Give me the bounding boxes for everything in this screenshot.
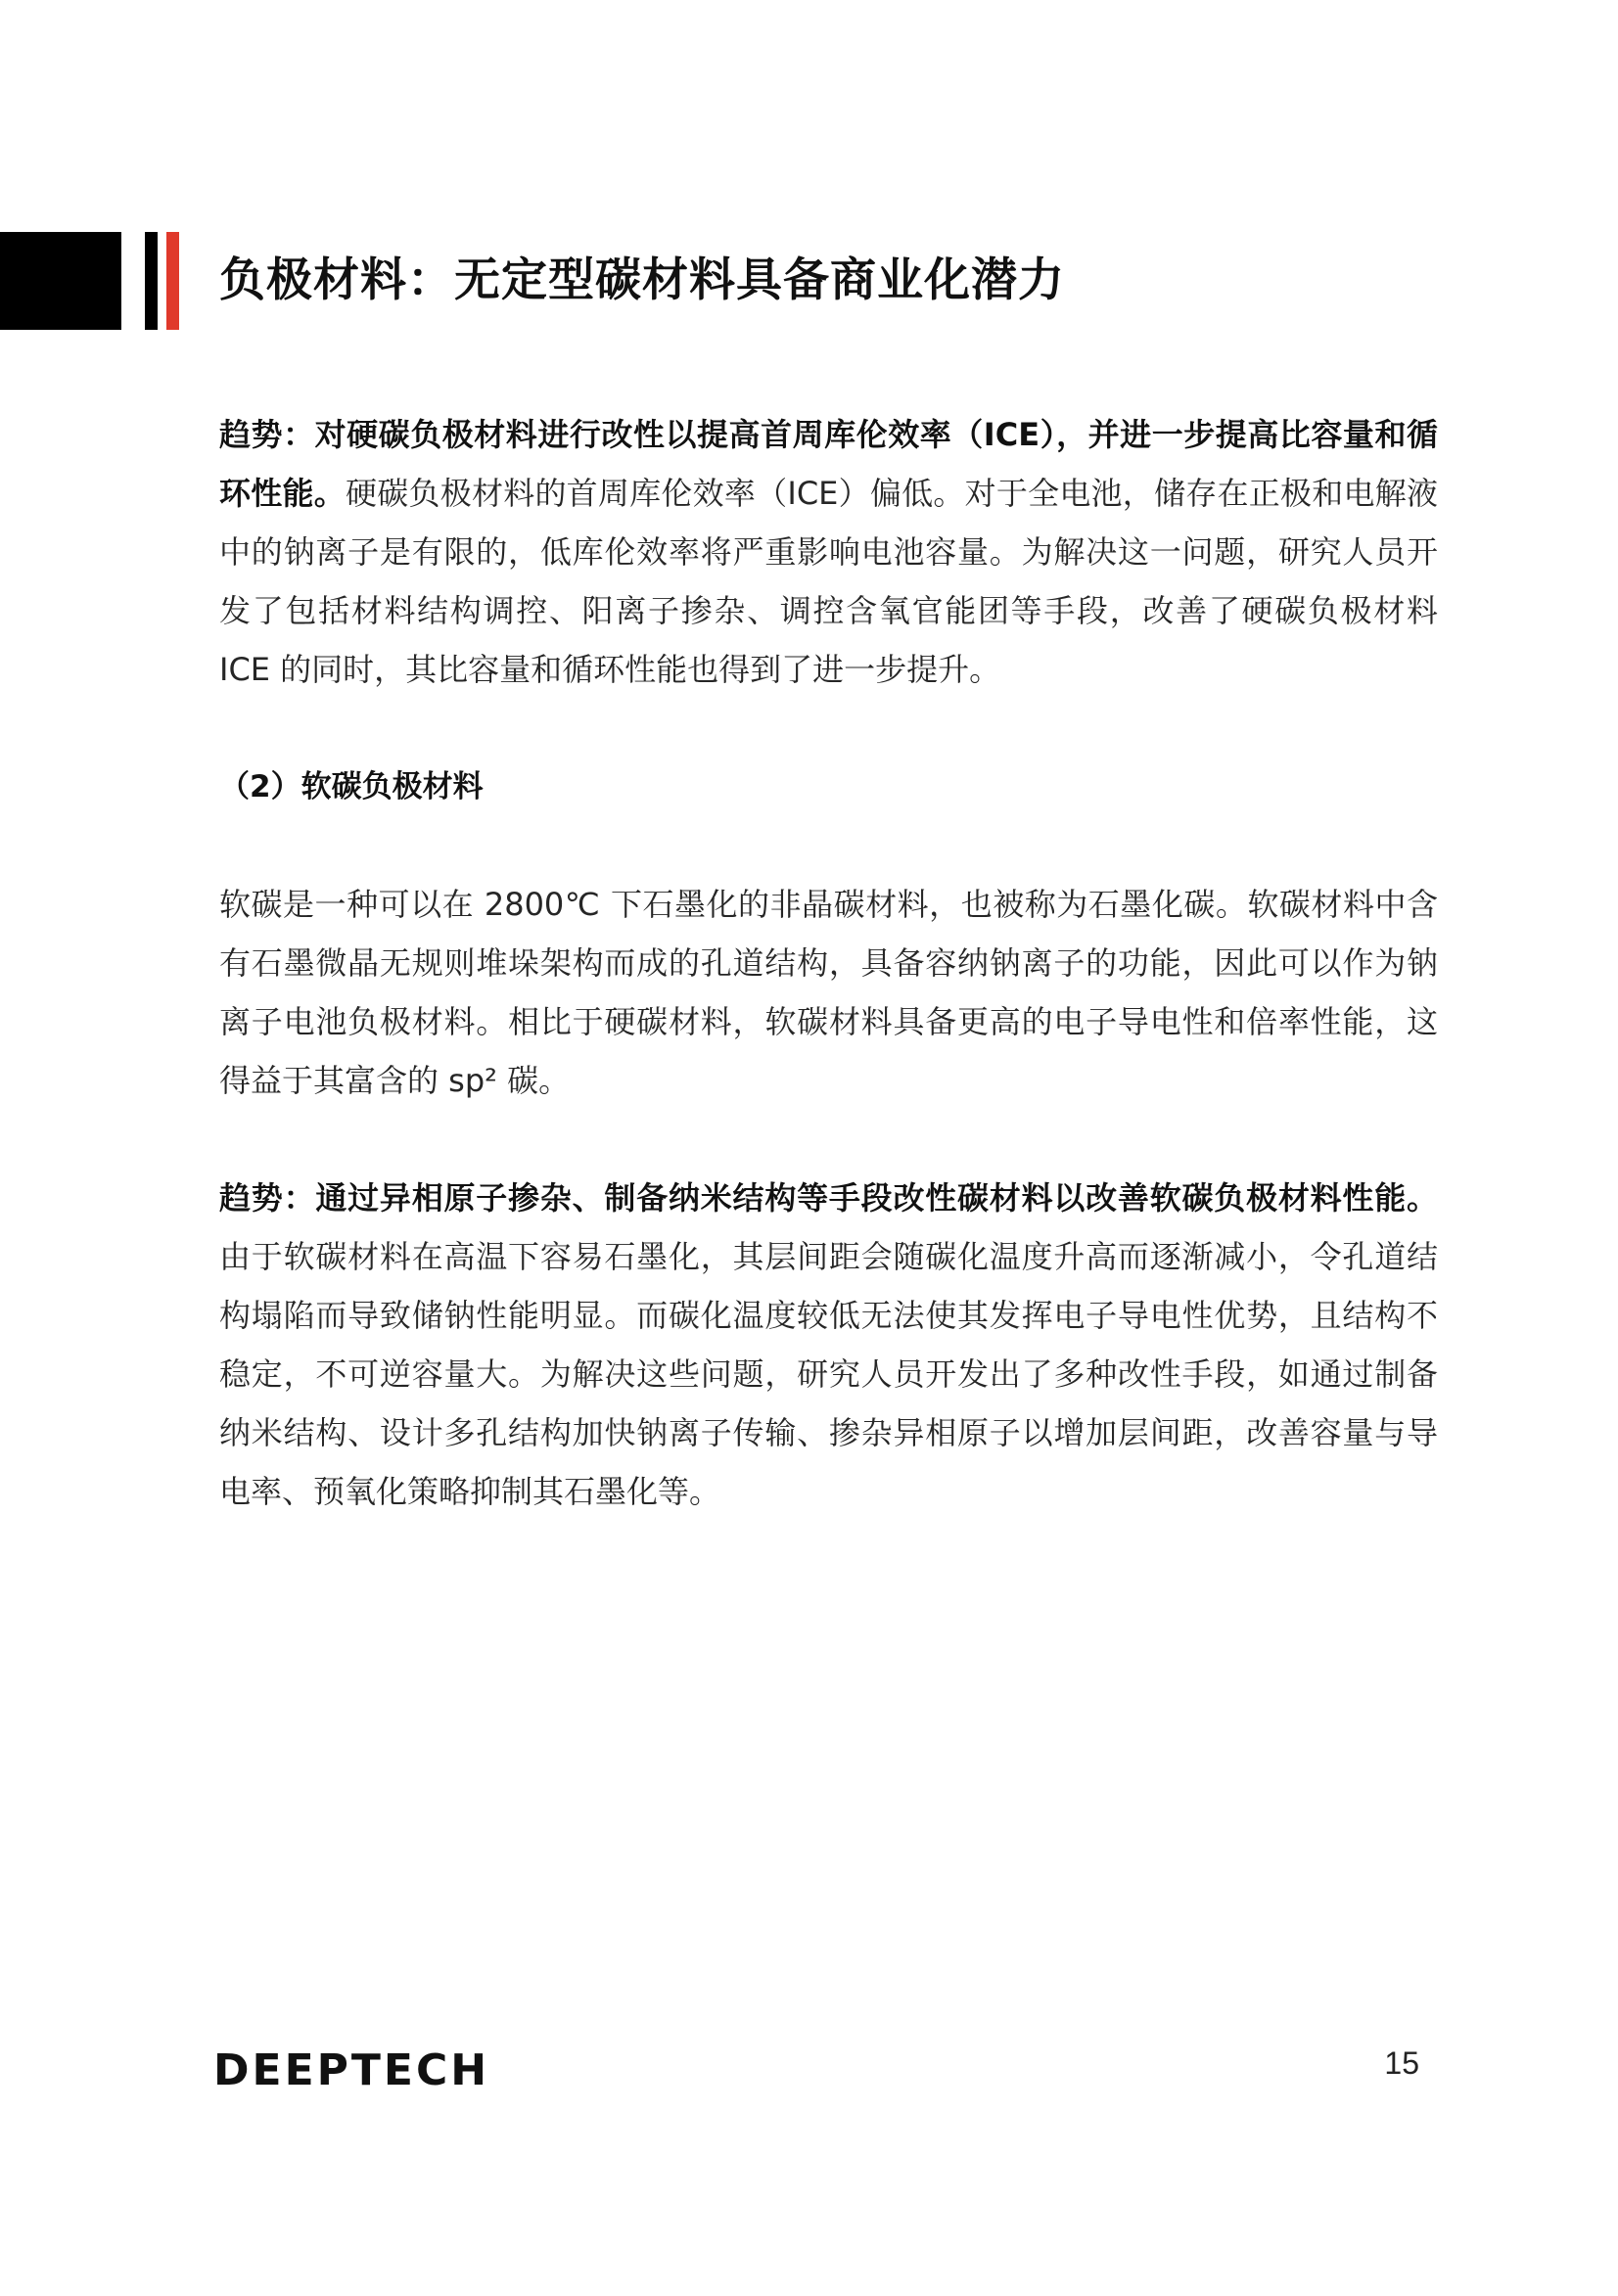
paragraph-lead: 趋势：对硬碳负极材料进行改性以提高首周库伦效率（ICE），并进一步提高比容量和循环性能。 (219, 416, 1438, 512)
section-subheading: （2）软碳负极材料 (219, 769, 484, 804)
paragraph-body: 硬碳负极材料的首周库伦效率（ICE）偏低。对于全电池，储存在正极和电解液中的钠离子是有限的，低库伦效率将严重影响电池容量。为解决这一问题，研究人员开发了包括材料结构调控、阳离子掺杂、调控含氧官能团等手段，改善了硬碳负极材料 ICE 的同时，其比容量和循环性能也得到了进一步提升。 (219, 475, 1438, 688)
paragraph-lead: 趋势：通过异相原子掺杂、制备纳米结构等手段改性碳材料以改善软碳负极材料性能。 (219, 1179, 1438, 1217)
header-black-bar (145, 232, 158, 330)
page-title: 负极材料：无定型碳材料具备商业化潜力 (219, 253, 1065, 307)
header-black-block (0, 232, 121, 330)
page-number: 15 (1384, 2045, 1419, 2081)
paragraph-body: 软碳是一种可以在 2800℃ 下石墨化的非晶碳材料，也被称为石墨化碳。软碳材料中含有石墨微晶无规则堆垛架构而成的孔道结构，具备容纳钠离子的功能，因此可以作为钠离子电池负极材料。相比于硬碳材料，软碳材料具备更高的电子导电性和倍率性能，这得益于其富含的 sp² 碳。 (219, 886, 1438, 1099)
deeptech-logo: DEEPTECH (213, 2045, 490, 2095)
header-red-bar (166, 232, 179, 330)
main-content (219, 405, 1438, 1521)
paragraph-hard-carbon-trend (219, 405, 1438, 699)
paragraph-soft-carbon (219, 875, 1438, 1110)
paragraph-body: 由于软碳材料在高温下容易石墨化，其层间距会随碳化温度升高而逐渐减小，令孔道结构塌陷而导致储钠性能明显。而碳化温度较低无法使其发挥电子导电性优势，且结构不稳定，不可逆容量大。为解决这些问题，研究人员开发出了多种改性手段，如通过制备纳米结构、设计多孔结构加快钠离子传输、掺杂异相原子以增加层间距，改善容量与导电率、预氧化策略抑制其石墨化等。 (219, 1238, 1438, 1510)
paragraph-soft-carbon-trend (219, 1169, 1438, 1521)
